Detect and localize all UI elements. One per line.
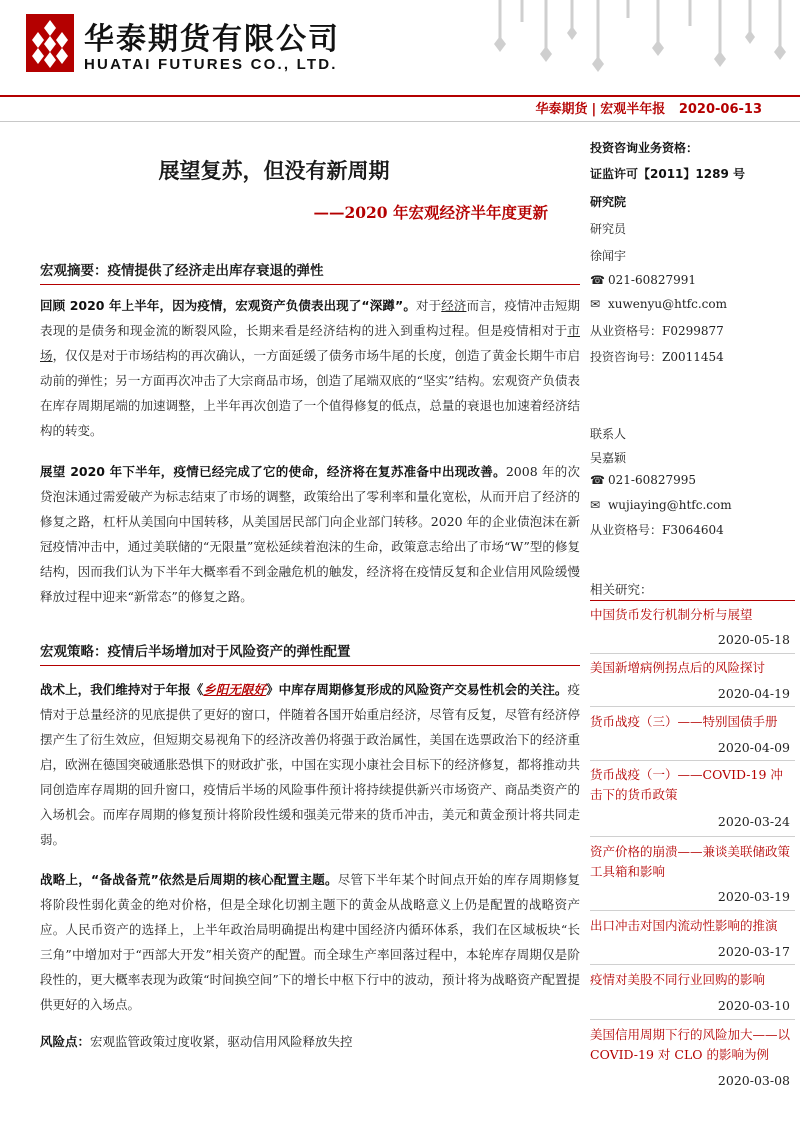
- paragraph-text: 而言，疫情冲击短期表现的是债务和现金流的断裂风险，长期来看是经济结构的进入到重构过程。但是疫情相对于: [40, 298, 580, 338]
- paragraph-lead: 》中库存周期修复形成的风险资产交易性机会的关注。: [266, 682, 568, 697]
- paragraph-text: ，仅仅是对于市场结构的再次确认，一方面延缓了债务市场牛尾的长度，创造了黄金长期牛市启动前的弹性；另一方面再次冲击了大宗商品市场，创造了尾端双底的“坚实”结构。宏观资产负债表在库存周期尾端的加速调整，上半年再次创造了一个值得修复的低点，总量的衰退也加速着经济结构的转变。: [40, 348, 580, 438]
- researcher-phone: 021-60827991: [608, 273, 697, 287]
- related-item-title[interactable]: 美国信用周期下行的风险加大——以 COVID-19 对 CLO 的影响为例: [590, 1027, 791, 1062]
- researcher-email[interactable]: xuwenyu@htfc.com: [608, 297, 727, 311]
- related-item-title[interactable]: 出口冲击对国内流动性影响的推演: [590, 918, 778, 933]
- related-item-title[interactable]: 资产价格的崩溃——兼谈美联储政策工具箱和影响: [590, 844, 791, 879]
- header-divider: [0, 95, 800, 97]
- company-logo-icon: [26, 14, 74, 72]
- related-item-title[interactable]: 美国新增病例拐点后的风险探讨: [590, 660, 766, 675]
- section-divider: [40, 665, 580, 666]
- related-separator: [590, 760, 795, 761]
- related-separator: [590, 1019, 795, 1020]
- related-item-title[interactable]: 疫情对美股不同行业回购的影响: [590, 972, 766, 987]
- contact-role: 联系人: [590, 427, 627, 441]
- researcher-cert: 从业资格号：F0299877: [590, 324, 724, 338]
- report-tag: [535, 98, 762, 117]
- contact-cert: 从业资格号：F3064604: [590, 523, 724, 537]
- related-separator: [590, 836, 795, 837]
- related-item-date: 2020-04-19: [717, 686, 790, 701]
- paragraph-lead: 战略上，“备战备荒”依然是后周期的核心配置主题。: [40, 872, 338, 887]
- paragraph-text: 疫情对于总量经济的见底提供了更好的窗口，伴随着各国开始重启经济，尽管有反复，尽管有经济停摆产生了衍生效应，但短期交易视角下的经济改善仍将强于政治属性，美国在选票政治下的经济重启，欧洲在德国突破通胀恐惧下的财政扩张，中国在实现小康社会目标下的经济修复，都将推动共同创造库存周期的回升窗口，疫情后半场的风险事件预计将持续提供新兴市场资产、商品类资产的入场机会。而库存周期的修复预计将阶段性缓和强美元带来的货币冲击，美元和黄金预计将共同走弱。: [40, 682, 580, 847]
- researcher-phone-row: [590, 273, 696, 287]
- report-link[interactable]: 乡阳无限好: [203, 682, 267, 697]
- paragraph-lead: 风险点：: [40, 1034, 91, 1049]
- related-item-date: 2020-03-10: [717, 998, 790, 1013]
- report-date: 2020-06-13: [678, 102, 762, 117]
- telephone-icon: ☎: [590, 273, 605, 287]
- related-item-title[interactable]: 货币战疫（一）——COVID-19 冲击下的货币政策: [590, 767, 783, 802]
- related-item-date: 2020-03-24: [717, 814, 790, 829]
- telephone-icon: ☎: [590, 473, 605, 487]
- report-tag-type: 宏观半年报: [600, 102, 666, 117]
- researcher-email-row: [590, 297, 727, 311]
- paragraph-lead: 战术上，我们维持对于年报《: [40, 682, 204, 697]
- paragraph-text: 尽管下半年某个时间点开始的库存周期修复将阶段性弱化黄金的绝对价格，但是全球化切割主题下的黄金从战略意义上仍是配置的战略资产应。人民币资产的选择上，上半年政治局明确提出构建中国经济内循环体系，我们在区域板块“长三角”中增加对于“西部大开发”相关资产的配置。而全球生产率回落过程中，本轮库存周期仅是阶段性的，更大概率表现为政策“时间换空间”下的增长中枢下行中的波动，预计将为战略资产配置提供更好的入场点。: [40, 872, 580, 1012]
- related-separator: [590, 653, 795, 654]
- strategy-paragraph-tactical: [40, 677, 580, 852]
- section-divider: [40, 284, 580, 285]
- header-decoration-icon: [480, 0, 800, 95]
- license-number: 证监许可【2011】1289 号: [590, 167, 745, 181]
- related-item-date: 2020-05-18: [717, 632, 790, 647]
- section-heading-summary: 宏观摘要：疫情提供了经济走出库存衰退的弹性: [40, 263, 324, 279]
- contact-email[interactable]: wujiaying@htfc.com: [608, 498, 732, 512]
- summary-paragraph-review: [40, 293, 580, 443]
- underlined-term: 经济: [441, 298, 467, 313]
- company-name-cn: 华泰期货有限公司: [84, 22, 340, 57]
- researcher-consult: 投资咨询号：Z0011454: [590, 350, 724, 364]
- related-separator: [590, 910, 795, 911]
- researcher-role: 研究员: [590, 222, 627, 236]
- related-item-date: 2020-04-09: [717, 740, 790, 755]
- report-tag-company: 华泰期货: [535, 102, 588, 117]
- contact-phone: 021-60827995: [608, 473, 697, 487]
- related-item-title[interactable]: 货币战疫（三）——特别国债手册: [590, 714, 778, 729]
- report-title: 展望复苏，但没有新周期: [158, 159, 390, 183]
- summary-paragraph-outlook: [40, 459, 580, 609]
- related-item-date: 2020-03-17: [717, 944, 790, 959]
- company-name-en: HUATAI FUTURES CO., LTD.: [84, 56, 338, 73]
- report-subtitle: ——2020 年宏观经济半年度更新: [313, 203, 548, 222]
- qualification-label: 投资咨询业务资格：: [590, 141, 699, 155]
- contact-email-row: [590, 498, 732, 512]
- related-item-date: 2020-03-08: [717, 1073, 790, 1088]
- related-separator: [590, 706, 795, 707]
- researcher-name: 徐闻宇: [590, 249, 627, 263]
- paragraph-text: 对于: [415, 298, 442, 313]
- related-item-title[interactable]: 中国货币发行机制分析与展望: [590, 607, 753, 622]
- risk-paragraph: [40, 1029, 580, 1054]
- strategy-paragraph-strategic: [40, 867, 580, 1017]
- paragraph-lead: 展望 2020 年下半年，疫情已经完成了它的使命，经济将在复苏准备中出现改善。: [40, 464, 506, 479]
- paragraph-lead: 回顾 2020 年上半年，因为疫情，宏观资产负债表出现了“深蹲”。: [40, 298, 416, 313]
- paragraph-text: 2008 年的次贷泡沫通过需爱破产为标志结束了市场的调整，政策给出了零利率和量化宽松，从而开启了经济的修复之路，杠杆从美国向中国转移，从美国居民部门向企业部门转移。2020 年的企业债泡沫在新冠疫情冲击中，通过美联储的“无限量”宽松延续着泡沫的生命，政策意志给出了市场“W”型的修复结构，因而我们认为下半年大概率看不到金融危机的触发，经济将在疫情反复和企业信用风险缓慢释放过程中迎来“新常态”的修复之路。: [40, 464, 580, 604]
- envelope-icon: ✉: [590, 297, 601, 311]
- institute-label: 研究院: [590, 195, 627, 209]
- envelope-icon: ✉: [590, 498, 601, 512]
- contact-phone-row: [590, 473, 696, 487]
- report-tag-separator: |: [591, 102, 597, 117]
- related-item-date: 2020-03-19: [717, 889, 790, 904]
- underlined-term: 市场: [40, 323, 580, 363]
- related-divider: [590, 600, 795, 601]
- paragraph-text: 宏观监管政策过度收紧，驱动信用风险释放失控: [90, 1034, 353, 1049]
- section-heading-strategy: 宏观策略：疫情后半场增加对于风险资产的弹性配置: [40, 644, 351, 660]
- related-research-heading: 相关研究：: [590, 582, 653, 597]
- related-separator: [590, 964, 795, 965]
- header-subdivider: [0, 121, 800, 122]
- contact-name: 吴嘉颖: [590, 451, 627, 465]
